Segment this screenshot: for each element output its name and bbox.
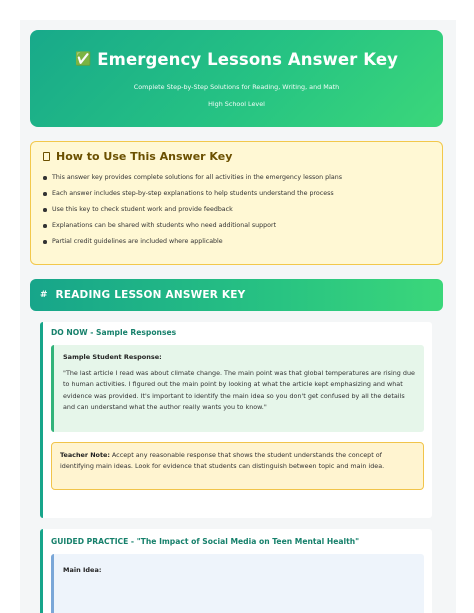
list-item: Use this key to check student work and provide feedback	[43, 206, 430, 213]
list-item: Partial credit guidelines are included where applicable	[43, 238, 430, 245]
teacher-note	[60, 450, 415, 473]
page-title-row	[30, 50, 443, 69]
teacher-note-label: Teacher Note:	[60, 451, 110, 459]
document-icon	[43, 152, 50, 161]
sample-response-label: Sample Student Response:	[63, 353, 162, 361]
do-now-title: DO NOW - Sample Responses	[51, 328, 177, 337]
list-item: Each answer includes step-by-step explanations to help students understand the process	[43, 190, 430, 197]
reading-section-title: READING LESSON ANSWER KEY	[55, 289, 246, 301]
main-idea-label: Main Idea:	[63, 566, 102, 574]
page-subtitle: Complete Step-by-Step Solutions for Reading, Writing, and Math	[133, 83, 340, 91]
sample-response-text: "The last article I read was about climate change. The main point was that global temperatures are rising due to human activities. I figured out the main point by looking at what the article kept emphasizing and what evidence was provided. It's important to identify the main idea so you don't get confused by all the details and can understand what the author really wants you to know."	[63, 369, 415, 412]
teacher-note-box	[51, 442, 424, 490]
guided-practice-title: GUIDED PRACTICE - "The Impact of Social Media on Teen Mental Health"	[51, 537, 360, 546]
how-to-use-box	[30, 141, 443, 265]
teacher-note-text: Accept any reasonable response that shows the student understands the concept of identifying main ideas. Look for evidence that students can distinguish between topic and main idea.	[60, 451, 385, 471]
hash-icon: #	[40, 290, 48, 300]
list-item: This answer key provides complete solutions for all activities in the emergency lesson plans	[43, 174, 430, 181]
do-now-block	[40, 322, 432, 518]
header-banner	[30, 30, 443, 127]
checkmark-icon: ✅	[74, 52, 92, 67]
list-item: Explanations can be shared with students who need additional support	[43, 222, 430, 229]
reading-section-header	[30, 279, 443, 311]
grade-level: High School Level	[208, 100, 265, 108]
how-to-list	[43, 174, 430, 245]
page-title: Emergency Lessons Answer Key	[97, 50, 398, 69]
answer-key-page	[20, 20, 456, 613]
how-to-heading	[43, 150, 430, 163]
guided-practice-block	[40, 529, 432, 613]
how-to-title: How to Use This Answer Key	[56, 150, 233, 163]
main-idea-box	[51, 554, 424, 613]
sample-response-box	[51, 345, 424, 432]
